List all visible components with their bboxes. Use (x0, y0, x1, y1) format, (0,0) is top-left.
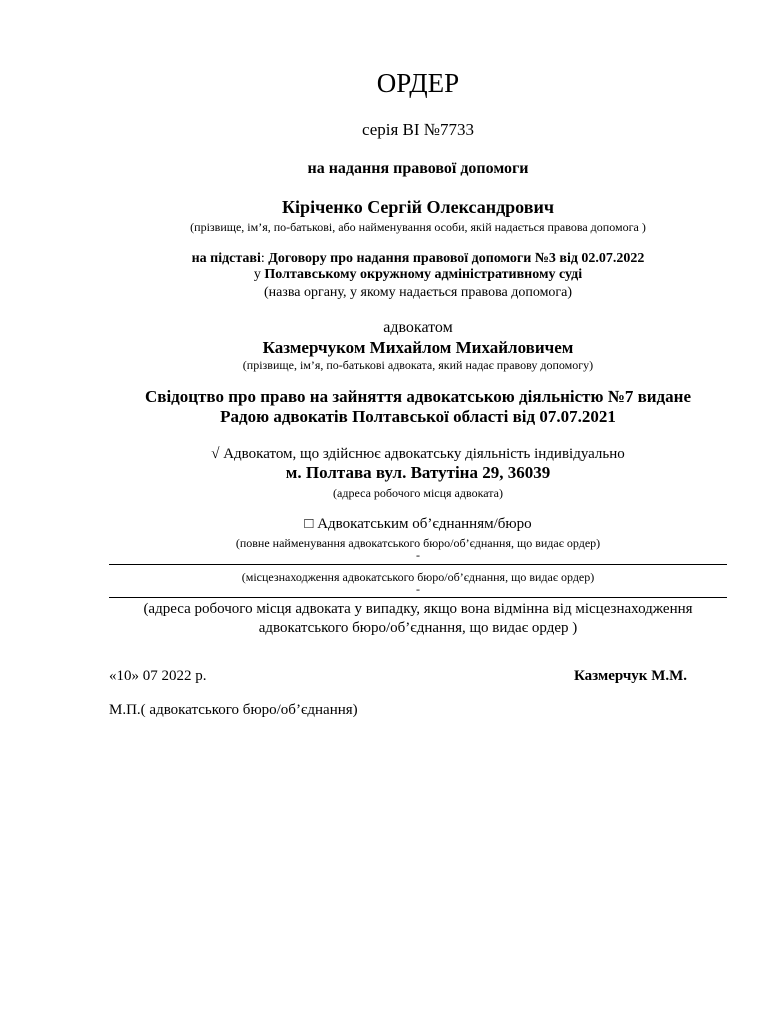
certificate-line-2: Радою адвокатів Полтавської області від 07.07.2021 (220, 407, 616, 426)
bureau-option (109, 516, 727, 533)
basis-label: на підставі (191, 251, 261, 266)
checkbox-empty-icon: □ (304, 516, 314, 532)
organ-caption: (назва органу, у якому надається правова допомога) (263, 285, 573, 300)
alt-address-caption-line-2: адвокатського бюро/об’єднання, що видає ордер ) (258, 620, 578, 636)
work-address-caption: (адреса робочого місця адвоката) (333, 486, 503, 500)
court-prefix: у (253, 267, 265, 282)
basis-separator: : (260, 251, 265, 266)
certificate-line-1: Свідоцтво про право на зайняття адвокатською діяльністю №7 видане (144, 387, 691, 406)
divider-line (109, 564, 727, 565)
advocate-word: адвокатом (383, 319, 453, 336)
alt-address-caption-line-1: (адреса робочого місця адвоката у випадку, якщо вона відмінна від місцезнаходження (143, 601, 693, 617)
alt-address-value: - (416, 582, 420, 596)
bureau-location-value: - (416, 548, 420, 562)
advocate-name-caption: (прізвище, ім’я, по-батькові адвоката, який надає правову допомогу) (242, 358, 594, 372)
order-subject: на надання правової допомоги (307, 160, 529, 177)
bureau-name-caption: (повне найменування адвокатського бюро/об’єднання, що видає ордер) (235, 536, 601, 550)
order-series: серія ВІ №7733 (361, 120, 475, 139)
alt-address-caption (109, 600, 727, 638)
individual-option (109, 446, 727, 463)
signature-name: Казмерчук М.М. (574, 668, 688, 684)
bureau-option-label: Адвокатським об’єднанням/бюро (313, 516, 532, 532)
order-date: «10» 07 2022 р. (109, 668, 207, 684)
work-address: м. Полтава вул. Ватутіна 29, 36039 (285, 463, 551, 482)
certificate-info (109, 387, 727, 427)
document-title: ОРДЕР (376, 68, 460, 98)
court-line (109, 267, 727, 283)
client-name-caption: (прізвище, ім’я, по-батькові, або найменування особи, якій надається правова допомога ) (190, 220, 646, 234)
client-name: Кіріченко Сергій Олександрович (282, 197, 554, 217)
basis-contract: Договору про надання правової допомоги №3 від 02.07.2022 (264, 251, 645, 266)
advocate-name: Казмерчуком Михайлом Михайловичем (262, 338, 574, 357)
individual-option-label: Адвокатом, що здійснює адвокатську діяльність індивідуально (219, 446, 625, 462)
bureau-location-caption: (місцезнаходження адвокатського бюро/об’єднання, що видає ордер) (241, 570, 595, 584)
court-name: Полтавському окружному адміністративному суді (264, 267, 583, 282)
checkmark-icon: √ (211, 446, 220, 462)
basis-line (109, 251, 727, 267)
divider-line (109, 597, 727, 598)
stamp-caption: М.П.( адвокатського бюро/об’єднання) (109, 702, 358, 718)
